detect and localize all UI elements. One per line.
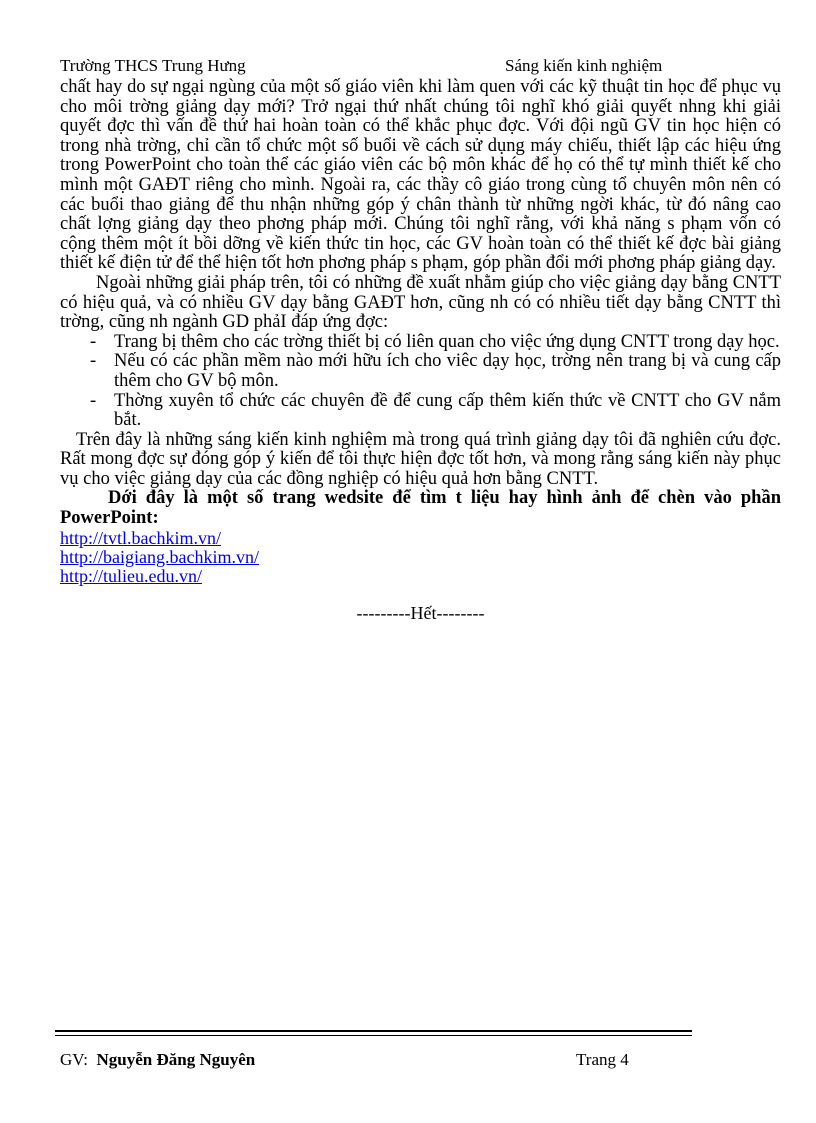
websites-intro: Dới đây là một số trang wedsite để tìm t liệu hay hình ảnh để chèn vào phần PowerPoint: xyxy=(60,488,781,529)
list-item: - Trang bị thêm cho các trờng thiết bị có liên quan cho việc ứng dụng CNTT trong dạy học. xyxy=(90,331,780,352)
document-body xyxy=(60,78,781,623)
link-tulieu[interactable]: http://tulieu.edu.vn/ xyxy=(60,565,202,586)
list-marker: - xyxy=(90,331,97,352)
paragraph-proposals: Ngoài những giải pháp trên, tôi có những đề xuất nhằm giúp cho việc giảng dạy bằng CNTT có hiệu quả, và có nhiều GV dạy bằng GAĐT hơn, cũng nh có có nhiều tiết dạy bằng CNTT thì trờng, cũng nh ngành GD phảI đáp ứng đợc: xyxy=(60,272,781,333)
gv-label: GV: xyxy=(60,1050,89,1069)
footer-rule-thick xyxy=(55,1030,692,1032)
page-number: Trang 4 xyxy=(576,1050,629,1069)
page-header xyxy=(60,56,780,78)
list-marker: - xyxy=(90,390,97,411)
school-name: Trường THCS Trung Hưng xyxy=(60,56,246,75)
list-item: - Nếu có các phần mềm nào mới hữu ích cho viêc dạy học, trờng nên trang bị và cung cấp thêm cho GV bộ môn. xyxy=(90,351,781,391)
paragraph-continuation: chất hay do sự ngại ngùng của một số giáo viên khi làm quen với các kỹ thuật tin học để phục vụ cho môi trờng giảng dạy mới? Trở ngại thứ nhất chúng tôi nghĩ khó giải quyết nhng khi giải quyết đợc thì vấn đề thứ hai hoàn toàn có thể khắc phục đợc. Với đội ngũ GV tin học hiện có trong nhà trờng, chỉ cần tổ chức một số buổi về cách sử dụng máy chiếu, thiết lập các hiệu ứng trong PowerPoint cho toàn thể các giáo viên các bộ môn khác để họ có thể tự mình thiết kế cho mình một GAĐT riêng cho mình. Ngoài ra, các thầy cô giáo trong cùng tổ chuyên môn nên có các buổi thao giảng để thu nhận những góp ý chân thành từ những ngời khác, từ đó nâng cao chất lợng giảng dạy theo phơng pháp mới. Chúng tôi nghĩ rằng, với khả năng s phạm vốn có cộng thêm một ít bồi dỡng về kiến thức tin học, các GV hoàn toàn có thể thiết kế đợc bài giảng thiết kế điện tử để thể hiện tốt hơn phơng pháp s phạm, góp phần đổi mới phơng pháp giảng dạy. xyxy=(60,77,781,274)
list-marker: - xyxy=(90,351,97,372)
link-tvtl[interactable]: http://tvtl.bachkim.vn/ xyxy=(60,527,221,548)
author-name: Nguyễn Đăng Nguyên xyxy=(96,1050,256,1069)
paragraph-conclusion: Trên đây là những sáng kiến kinh nghiệm mà trong quá trình giảng dạy tôi đã nghiên cứu đợc. Rất mong đợc sự đóng góp ý kiến để tôi thực hiện đợc tốt hơn, và mong rằng sáng kiến này phục vụ cho việc giảng dạy của các đồng nghiệp có hiệu quả hơn bằng CNTT. xyxy=(60,429,781,489)
list-item: - Thờng xuyên tổ chức các chuyên đề để cung cấp thêm kiến thức về CNTT cho GV nắm bắt. xyxy=(90,390,781,431)
end-mark: ---------Hết-------- xyxy=(356,602,485,623)
document-type: Sáng kiến kinh nghiệm xyxy=(505,56,663,75)
link-baigiang[interactable]: http://baigiang.bachkim.vn/ xyxy=(60,546,259,567)
website-links xyxy=(60,529,781,586)
proposal-list xyxy=(60,333,781,431)
author-line xyxy=(60,1050,255,1070)
footer-rule-thin xyxy=(55,1035,692,1036)
